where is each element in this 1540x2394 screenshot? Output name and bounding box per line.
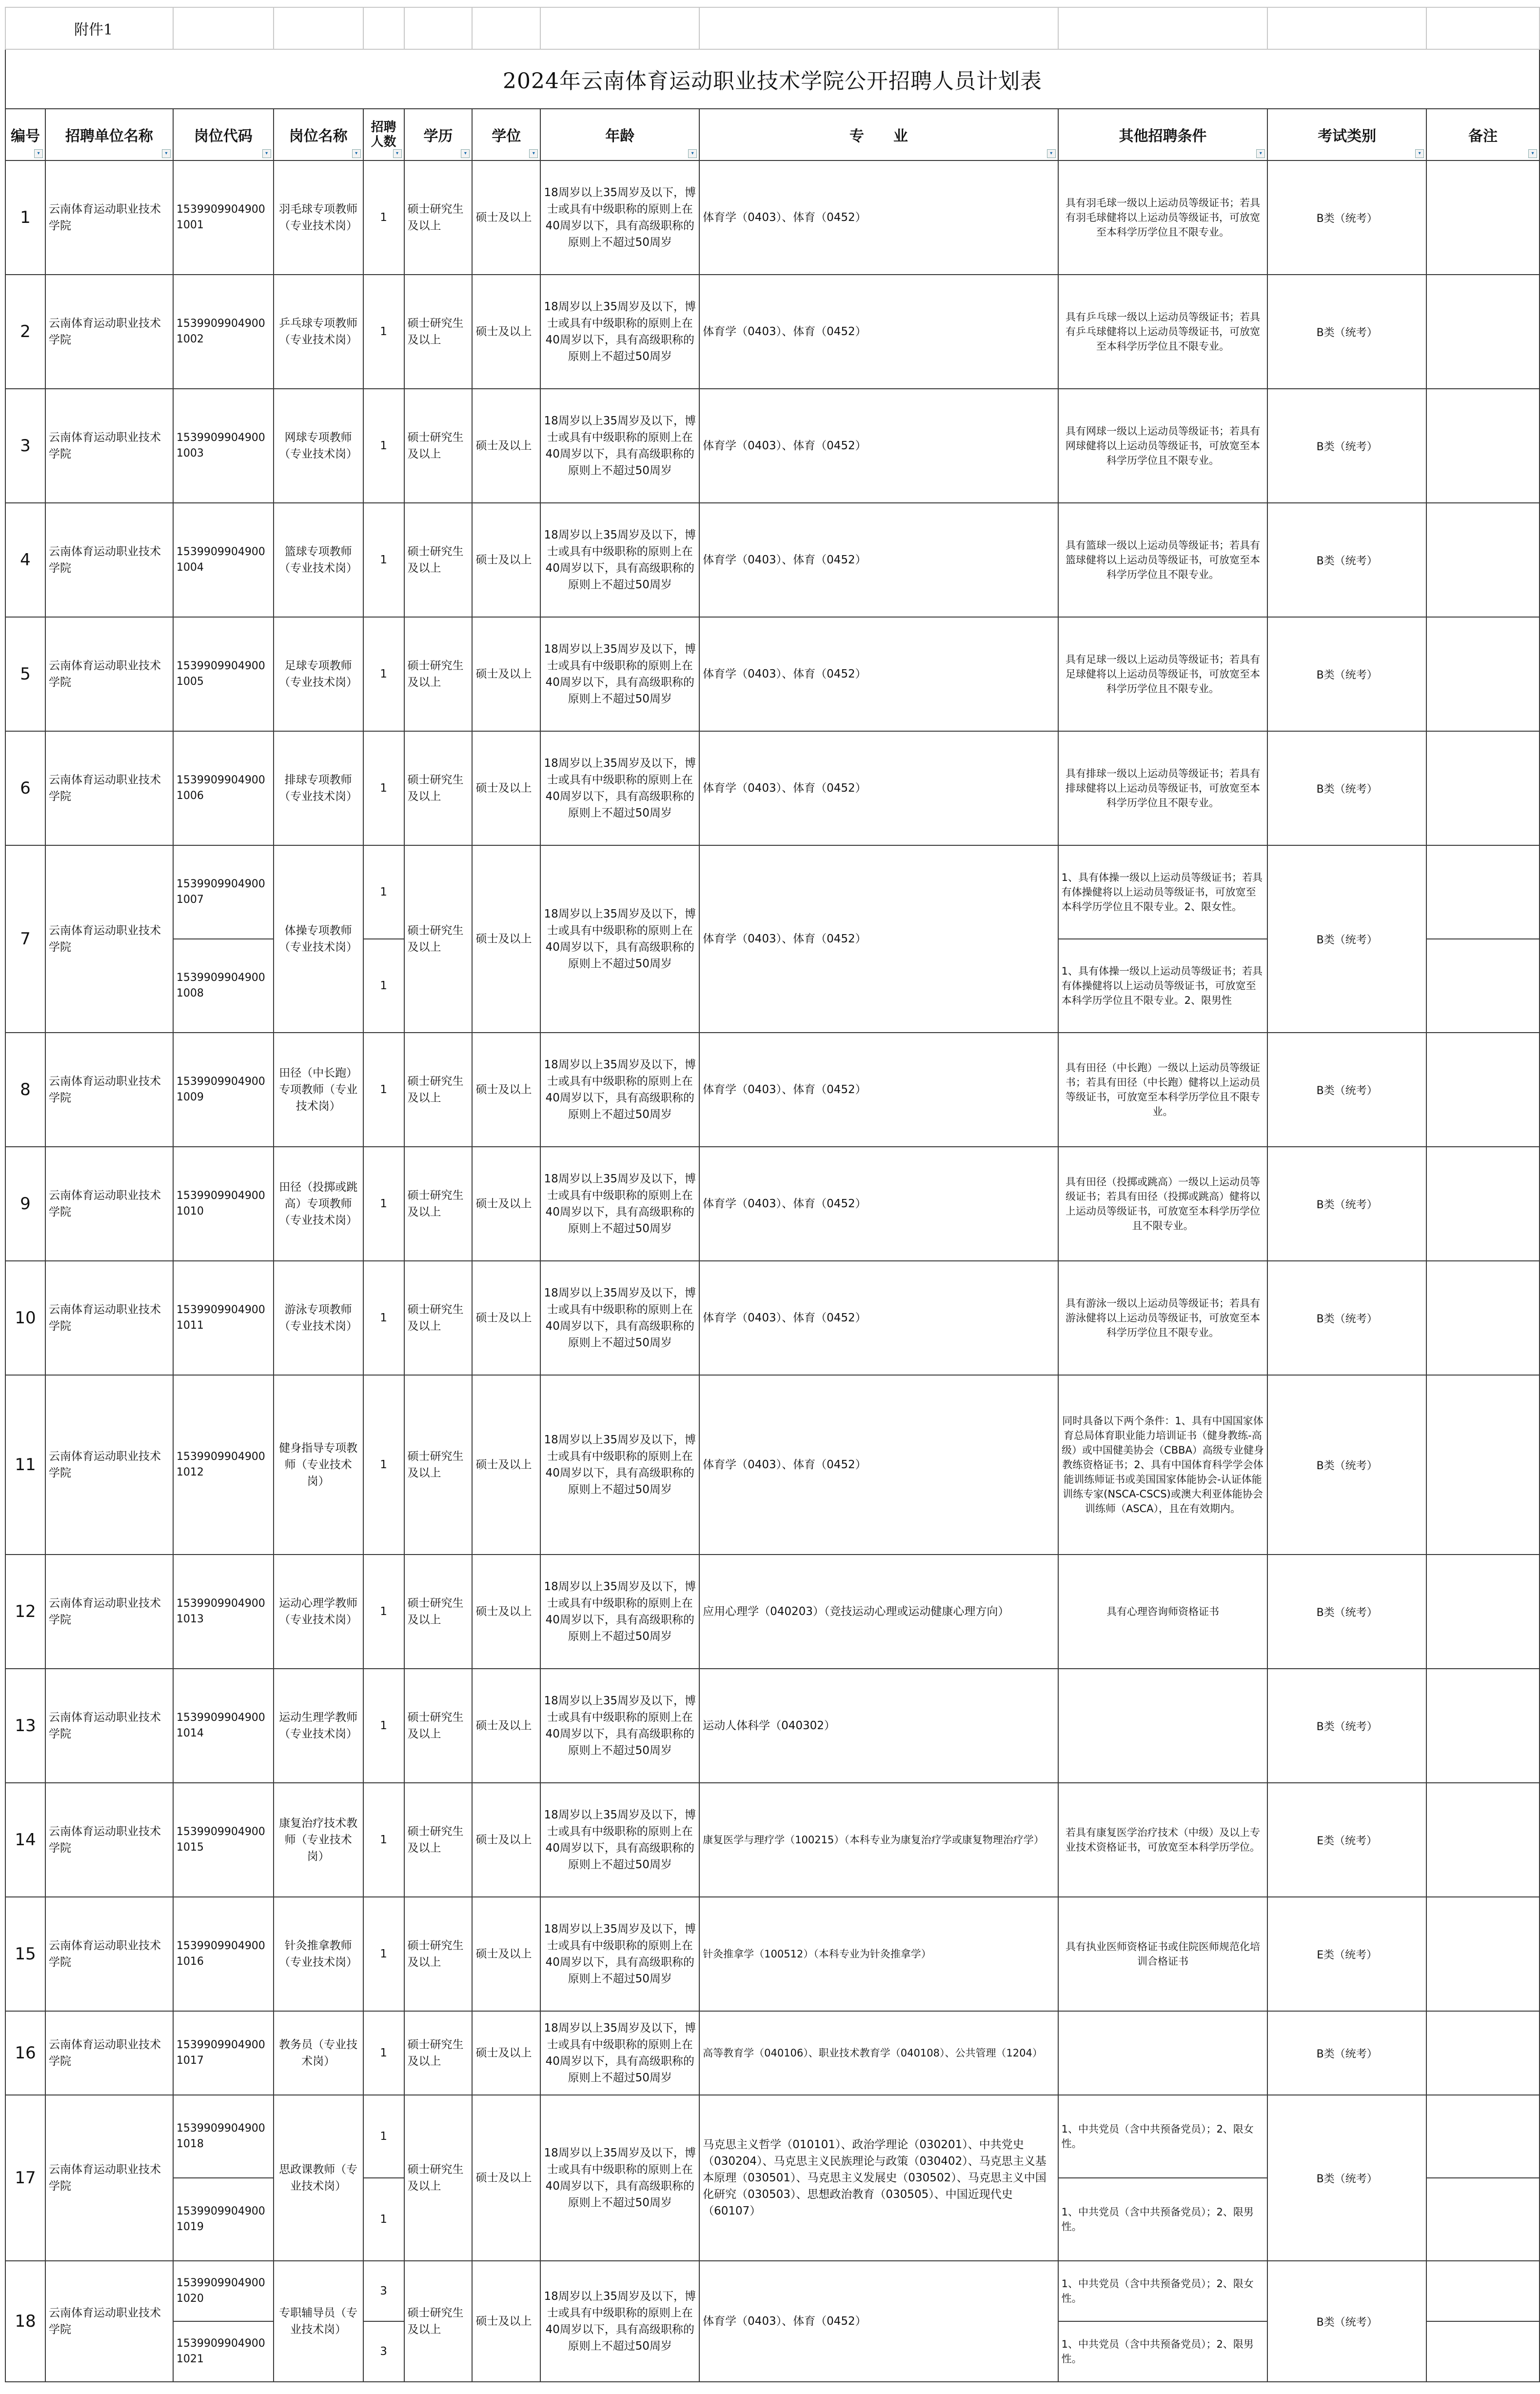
row-age: 18周岁以上35周岁及以下，博士或具有中级职称的原则上在40周岁以下，具有高级职称的原则上不超过50周岁	[540, 617, 699, 731]
row-count: 3	[363, 2321, 404, 2382]
row-count: 1	[363, 275, 404, 389]
row-code: 15399099049001008	[173, 939, 274, 1033]
row-degree: 硕士及以上	[472, 2095, 540, 2261]
row-exam-type: B类（统考）	[1267, 845, 1426, 1033]
row-degree: 硕士及以上	[472, 1897, 540, 2011]
row-major: 体育学（0403）、体育（0452）	[699, 275, 1058, 389]
row-age: 18周岁以上35周岁及以下，博士或具有中级职称的原则上在40周岁以下，具有高级职称的原则上不超过50周岁	[540, 2011, 699, 2095]
row-unit: 云南体育运动职业技术学院	[45, 1147, 173, 1261]
row-no: 16	[5, 2011, 45, 2095]
table-row	[5, 2261, 1540, 2321]
row-remark	[1426, 2011, 1540, 2095]
row-count: 1	[363, 1669, 404, 1783]
row-no: 12	[5, 1555, 45, 1669]
row-major: 应用心理学（040203）（竞技运动心理或运动健康心理方向）	[699, 1555, 1058, 1669]
row-count: 1	[363, 1375, 404, 1555]
header-code[interactable]: 岗位代码 ▾	[173, 109, 274, 160]
table-row	[5, 2095, 1540, 2178]
row-post: 健身指导专项教师（专业技术岗）	[274, 1375, 363, 1555]
row-other-conditions: 1、中共党员（含中共预备党员）；2、限女性。	[1058, 2261, 1268, 2321]
row-other-conditions: 具有乒乓球一级以上运动员等级证书；若具有乒乓球健将以上运动员等级证书，可放宽至本科学历学位且不限专业。	[1058, 275, 1268, 389]
row-code: 15399099049001006	[173, 731, 274, 845]
row-code: 15399099049001002	[173, 275, 274, 389]
row-code: 15399099049001012	[173, 1375, 274, 1555]
header-edu[interactable]: 学历 ▾	[404, 109, 473, 160]
row-count: 1	[363, 1555, 404, 1669]
row-code: 15399099049001018	[173, 2095, 274, 2178]
row-age: 18周岁以上35周岁及以下，博士或具有中级职称的原则上在40周岁以下，具有高级职称的原则上不超过50周岁	[540, 2095, 699, 2261]
header-row	[5, 109, 1540, 160]
header-remark[interactable]: 备注 ▾	[1426, 109, 1540, 160]
row-remark	[1426, 939, 1540, 1033]
table-row	[5, 1375, 1540, 1555]
row-exam-type: B类（统考）	[1267, 2261, 1426, 2382]
row-unit: 云南体育运动职业技术学院	[45, 845, 173, 1033]
row-count: 1	[363, 1261, 404, 1375]
row-no: 18	[5, 2261, 45, 2382]
row-age: 18周岁以上35周岁及以下，博士或具有中级职称的原则上在40周岁以下，具有高级职称的原则上不超过50周岁	[540, 1555, 699, 1669]
filter-dropdown-icon[interactable]: ▾	[1415, 149, 1424, 158]
row-other-conditions	[1058, 1669, 1268, 1783]
row-edu: 硕士研究生及以上	[404, 160, 473, 275]
row-major: 体育学（0403）、体育（0452）	[699, 1375, 1058, 1555]
table-row	[5, 1783, 1540, 1897]
filter-dropdown-icon[interactable]: ▾	[1256, 149, 1265, 158]
row-post: 田径（投掷或跳高）专项教师（专业技术岗）	[274, 1147, 363, 1261]
row-exam-type: E类（统考）	[1267, 1783, 1426, 1897]
row-other-conditions: 具有田径（投掷或跳高）一级以上运动员等级证书；若具有田径（投掷或跳高）健将以上运动员等级证书，可放宽至本科学历学位且不限专业。	[1058, 1147, 1268, 1261]
row-major: 体育学（0403）、体育（0452）	[699, 617, 1058, 731]
row-other-conditions: 具有羽毛球一级以上运动员等级证书；若具有羽毛球健将以上运动员等级证书，可放宽至本科学历学位且不限专业。	[1058, 160, 1268, 275]
row-remark	[1426, 1555, 1540, 1669]
row-exam-type: B类（统考）	[1267, 503, 1426, 617]
row-remark	[1426, 1261, 1540, 1375]
row-code: 15399099049001020	[173, 2261, 274, 2321]
row-unit: 云南体育运动职业技术学院	[45, 1375, 173, 1555]
row-age: 18周岁以上35周岁及以下，博士或具有中级职称的原则上在40周岁以下，具有高级职称的原则上不超过50周岁	[540, 2261, 699, 2382]
row-degree: 硕士及以上	[472, 1147, 540, 1261]
row-remark	[1426, 617, 1540, 731]
row-unit: 云南体育运动职业技术学院	[45, 1669, 173, 1783]
row-code: 15399099049001015	[173, 1783, 274, 1897]
row-count: 1	[363, 2011, 404, 2095]
row-post: 思政课教师（专业技术岗）	[274, 2095, 363, 2261]
row-no: 1	[5, 160, 45, 275]
row-post: 足球专项教师（专业技术岗）	[274, 617, 363, 731]
row-degree: 硕士及以上	[472, 1555, 540, 1669]
row-no: 15	[5, 1897, 45, 2011]
row-post: 针灸推拿教师（专业技术岗）	[274, 1897, 363, 2011]
row-count: 1	[363, 1147, 404, 1261]
row-code: 15399099049001010	[173, 1147, 274, 1261]
row-post: 教务员（专业技术岗）	[274, 2011, 363, 2095]
row-count: 1	[363, 1033, 404, 1147]
row-other-conditions: 具有网球一级以上运动员等级证书；若具有网球健将以上运动员等级证书，可放宽至本科学历学位且不限专业。	[1058, 389, 1268, 503]
row-major: 体育学（0403）、体育（0452）	[699, 1147, 1058, 1261]
row-degree: 硕士及以上	[472, 617, 540, 731]
row-other-conditions: 具有田径（中长跑）一级以上运动员等级证书；若具有田径（中长跑）健将以上运动员等级证书，可放宽至本科学历学位且不限专业。	[1058, 1033, 1268, 1147]
row-major: 康复医学与理疗学（100215）（本科专业为康复治疗学或康复物理治疗学）	[699, 1783, 1058, 1897]
table-row	[5, 1555, 1540, 1669]
row-age: 18周岁以上35周岁及以下，博士或具有中级职称的原则上在40周岁以下，具有高级职称的原则上不超过50周岁	[540, 731, 699, 845]
row-exam-type: B类（统考）	[1267, 1147, 1426, 1261]
row-degree: 硕士及以上	[472, 1669, 540, 1783]
filter-dropdown-icon[interactable]: ▾	[352, 149, 361, 158]
row-exam-type: B类（统考）	[1267, 389, 1426, 503]
row-exam-type: E类（统考）	[1267, 1897, 1426, 2011]
header-count[interactable]: 招聘人数 ▾	[363, 109, 404, 160]
row-remark	[1426, 1669, 1540, 1783]
row-edu: 硕士研究生及以上	[404, 731, 473, 845]
row-code: 15399099049001021	[173, 2321, 274, 2382]
filter-dropdown-icon[interactable]: ▾	[461, 149, 470, 158]
row-count: 1	[363, 2095, 404, 2178]
row-degree: 硕士及以上	[472, 275, 540, 389]
row-degree: 硕士及以上	[472, 1033, 540, 1147]
row-code: 15399099049001017	[173, 2011, 274, 2095]
row-edu: 硕士研究生及以上	[404, 2261, 473, 2382]
row-edu: 硕士研究生及以上	[404, 1033, 473, 1147]
header-post[interactable]: 岗位名称 ▾	[274, 109, 363, 160]
row-major: 体育学（0403）、体育（0452）	[699, 845, 1058, 1033]
row-edu: 硕士研究生及以上	[404, 1897, 473, 2011]
row-count: 1	[363, 845, 404, 939]
filter-dropdown-icon[interactable]: ▾	[688, 149, 697, 158]
row-major: 针灸推拿学（100512）（本科专业为针灸推拿学）	[699, 1897, 1058, 2011]
row-other-conditions: 具有执业医师资格证书或住院医师规范化培训合格证书	[1058, 1897, 1268, 2011]
row-code: 15399099049001011	[173, 1261, 274, 1375]
row-count: 3	[363, 2261, 404, 2321]
row-code: 15399099049001016	[173, 1897, 274, 2011]
row-post: 羽毛球专项教师（专业技术岗）	[274, 160, 363, 275]
table-row	[5, 160, 1540, 275]
row-no: 8	[5, 1033, 45, 1147]
header-exam[interactable]: 考试类别 ▾	[1267, 109, 1426, 160]
row-remark	[1426, 2261, 1540, 2321]
header-other[interactable]: 其他招聘条件 ▾	[1058, 109, 1268, 160]
row-exam-type: B类（统考）	[1267, 275, 1426, 389]
table-row	[5, 617, 1540, 731]
row-post: 康复治疗技术教师（专业技术岗）	[274, 1783, 363, 1897]
row-edu: 硕士研究生及以上	[404, 845, 473, 1033]
row-post: 乒乓球专项教师（专业技术岗）	[274, 275, 363, 389]
row-code: 15399099049001005	[173, 617, 274, 731]
row-edu: 硕士研究生及以上	[404, 1375, 473, 1555]
row-exam-type: B类（统考）	[1267, 1555, 1426, 1669]
row-unit: 云南体育运动职业技术学院	[45, 1261, 173, 1375]
row-unit: 云南体育运动职业技术学院	[45, 2011, 173, 2095]
row-count: 1	[363, 160, 404, 275]
row-other-conditions: 具有足球一级以上运动员等级证书；若具有足球健将以上运动员等级证书，可放宽至本科学历学位且不限专业。	[1058, 617, 1268, 731]
row-code: 15399099049001001	[173, 160, 274, 275]
row-no: 9	[5, 1147, 45, 1261]
row-major: 体育学（0403）、体育（0452）	[699, 1033, 1058, 1147]
row-post: 运动心理学教师（专业技术岗）	[274, 1555, 363, 1669]
row-post: 体操专项教师（专业技术岗）	[274, 845, 363, 1033]
row-count: 1	[363, 617, 404, 731]
row-count: 1	[363, 1783, 404, 1897]
row-post: 排球专项教师（专业技术岗）	[274, 731, 363, 845]
table-row	[5, 1261, 1540, 1375]
row-edu: 硕士研究生及以上	[404, 1783, 473, 1897]
row-edu: 硕士研究生及以上	[404, 389, 473, 503]
row-edu: 硕士研究生及以上	[404, 503, 473, 617]
row-exam-type: B类（统考）	[1267, 1033, 1426, 1147]
row-unit: 云南体育运动职业技术学院	[45, 389, 173, 503]
header-unit[interactable]: 招聘单位名称 ▾	[45, 109, 173, 160]
row-unit: 云南体育运动职业技术学院	[45, 1783, 173, 1897]
row-code: 15399099049001003	[173, 389, 274, 503]
row-remark	[1426, 1897, 1540, 2011]
attachment-row	[5, 7, 1540, 49]
plan-table-sheet	[5, 7, 1540, 2382]
row-unit: 云南体育运动职业技术学院	[45, 1897, 173, 2011]
row-other-conditions: 1、中共党员（含中共预备党员）；2、限女性。	[1058, 2095, 1268, 2178]
row-other-conditions: 具有心理咨询师资格证书	[1058, 1555, 1268, 1669]
row-code: 15399099049001009	[173, 1033, 274, 1147]
row-other-conditions: 同时具备以下两个条件：1、具有中国国家体育总局体育职业能力培训证书（健身教练-高级）或中国健美协会（CBBA）高级专业健身教练资格证书；2、具有中国体育科学学会体能训练师证书或美国国家体能协会-认证体能训练专家(NSCA-CSCS)或澳大利亚体能协会训练师（ASCA），且在有效期内。	[1058, 1375, 1268, 1555]
row-major: 体育学（0403）、体育（0452）	[699, 503, 1058, 617]
row-no: 6	[5, 731, 45, 845]
row-no: 2	[5, 275, 45, 389]
filter-dropdown-icon[interactable]: ▾	[262, 149, 271, 158]
row-code: 15399099049001013	[173, 1555, 274, 1669]
row-edu: 硕士研究生及以上	[404, 1555, 473, 1669]
row-no: 14	[5, 1783, 45, 1897]
filter-dropdown-icon[interactable]: ▾	[1528, 149, 1537, 158]
row-post: 专职辅导员（专业技术岗）	[274, 2261, 363, 2382]
row-exam-type: B类（统考）	[1267, 1669, 1426, 1783]
row-unit: 云南体育运动职业技术学院	[45, 275, 173, 389]
row-edu: 硕士研究生及以上	[404, 2095, 473, 2261]
table-row	[5, 2011, 1540, 2095]
row-major: 高等教育学（040106）、职业技术教育学（040108）、公共管理（1204）	[699, 2011, 1058, 2095]
row-remark	[1426, 1783, 1540, 1897]
row-remark	[1426, 503, 1540, 617]
row-count: 1	[363, 731, 404, 845]
row-degree: 硕士及以上	[472, 2011, 540, 2095]
title-row	[5, 49, 1540, 109]
row-other-conditions: 具有游泳一级以上运动员等级证书；若具有游泳健将以上运动员等级证书，可放宽至本科学历学位且不限专业。	[1058, 1261, 1268, 1375]
table-row	[5, 1033, 1540, 1147]
row-remark	[1426, 2178, 1540, 2261]
row-other-conditions: 1、中共党员（含中共预备党员）；2、限男性。	[1058, 2321, 1268, 2382]
row-age: 18周岁以上35周岁及以下，博士或具有中级职称的原则上在40周岁以下，具有高级职称的原则上不超过50周岁	[540, 1261, 699, 1375]
filter-dropdown-icon[interactable]: ▾	[34, 149, 43, 158]
row-code: 15399099049001019	[173, 2178, 274, 2261]
recruitment-plan-table	[5, 7, 1540, 2382]
row-remark	[1426, 2095, 1540, 2178]
row-age: 18周岁以上35周岁及以下，博士或具有中级职称的原则上在40周岁以下，具有高级职称的原则上不超过50周岁	[540, 1033, 699, 1147]
table-row	[5, 1147, 1540, 1261]
row-exam-type: B类（统考）	[1267, 1261, 1426, 1375]
table-row	[5, 389, 1540, 503]
row-degree: 硕士及以上	[472, 1783, 540, 1897]
row-degree: 硕士及以上	[472, 389, 540, 503]
row-other-conditions: 1、具有体操一级以上运动员等级证书；若具有体操健将以上运动员等级证书，可放宽至本科学历学位且不限专业。2、限女性。	[1058, 845, 1268, 939]
row-exam-type: B类（统考）	[1267, 731, 1426, 845]
row-exam-type: B类（统考）	[1267, 2011, 1426, 2095]
row-edu: 硕士研究生及以上	[404, 1669, 473, 1783]
row-count: 1	[363, 2178, 404, 2261]
row-major: 马克思主义哲学（010101）、政治学理论（030201）、中共党史（030204）、马克思主义民族理论与政策（030402）、马克思主义基本原理（030501）、马克思主义发展史（030502）、马克思主义中国化研究（030503）、思想政治教育（030505）、中国近现代史（60107）	[699, 2095, 1058, 2261]
row-major: 体育学（0403）、体育（0452）	[699, 731, 1058, 845]
row-post: 网球专项教师（专业技术岗）	[274, 389, 363, 503]
row-degree: 硕士及以上	[472, 160, 540, 275]
table-row	[5, 1669, 1540, 1783]
row-unit: 云南体育运动职业技术学院	[45, 1033, 173, 1147]
filter-dropdown-icon[interactable]: ▾	[1047, 149, 1056, 158]
row-exam-type: B类（统考）	[1267, 2095, 1426, 2261]
row-unit: 云南体育运动职业技术学院	[45, 617, 173, 731]
row-age: 18周岁以上35周岁及以下，博士或具有中级职称的原则上在40周岁以下，具有高级职称的原则上不超过50周岁	[540, 503, 699, 617]
table-row	[5, 1897, 1540, 2011]
row-unit: 云南体育运动职业技术学院	[45, 160, 173, 275]
row-age: 18周岁以上35周岁及以下，博士或具有中级职称的原则上在40周岁以下，具有高级职称的原则上不超过50周岁	[540, 1669, 699, 1783]
row-other-conditions: 具有排球一级以上运动员等级证书；若具有排球健将以上运动员等级证书，可放宽至本科学历学位且不限专业。	[1058, 731, 1268, 845]
row-remark	[1426, 275, 1540, 389]
row-post: 篮球专项教师（专业技术岗）	[274, 503, 363, 617]
row-remark	[1426, 160, 1540, 275]
table-row	[5, 503, 1540, 617]
row-exam-type: B类（统考）	[1267, 617, 1426, 731]
row-code: 15399099049001004	[173, 503, 274, 617]
row-exam-type: B类（统考）	[1267, 160, 1426, 275]
row-degree: 硕士及以上	[472, 731, 540, 845]
row-degree: 硕士及以上	[472, 1375, 540, 1555]
row-post: 运动生理学教师（专业技术岗）	[274, 1669, 363, 1783]
row-no: 13	[5, 1669, 45, 1783]
row-age: 18周岁以上35周岁及以下，博士或具有中级职称的原则上在40周岁以下，具有高级职称的原则上不超过50周岁	[540, 275, 699, 389]
row-other-conditions	[1058, 2011, 1268, 2095]
row-no: 11	[5, 1375, 45, 1555]
row-age: 18周岁以上35周岁及以下，博士或具有中级职称的原则上在40周岁以下，具有高级职称的原则上不超过50周岁	[540, 1783, 699, 1897]
row-edu: 硕士研究生及以上	[404, 1261, 473, 1375]
row-age: 18周岁以上35周岁及以下，博士或具有中级职称的原则上在40周岁以下，具有高级职称的原则上不超过50周岁	[540, 1147, 699, 1261]
row-no: 3	[5, 389, 45, 503]
row-no: 7	[5, 845, 45, 1033]
row-unit: 云南体育运动职业技术学院	[45, 503, 173, 617]
row-age: 18周岁以上35周岁及以下，博士或具有中级职称的原则上在40周岁以下，具有高级职称的原则上不超过50周岁	[540, 1375, 699, 1555]
row-degree: 硕士及以上	[472, 2261, 540, 2382]
row-unit: 云南体育运动职业技术学院	[45, 2261, 173, 2382]
row-edu: 硕士研究生及以上	[404, 275, 473, 389]
row-edu: 硕士研究生及以上	[404, 2011, 473, 2095]
filter-dropdown-icon[interactable]: ▾	[529, 149, 538, 158]
row-remark	[1426, 1147, 1540, 1261]
row-age: 18周岁以上35周岁及以下，博士或具有中级职称的原则上在40周岁以下，具有高级职称的原则上不超过50周岁	[540, 389, 699, 503]
row-code: 15399099049001014	[173, 1669, 274, 1783]
row-post: 游泳专项教师（专业技术岗）	[274, 1261, 363, 1375]
row-post: 田径（中长跑）专项教师（专业技术岗）	[274, 1033, 363, 1147]
row-count: 1	[363, 1897, 404, 2011]
filter-dropdown-icon[interactable]: ▾	[162, 149, 171, 158]
header-age[interactable]: 年龄 ▾	[540, 109, 699, 160]
row-major: 运动人体科学（040302）	[699, 1669, 1058, 1783]
row-count: 1	[363, 939, 404, 1033]
row-remark	[1426, 845, 1540, 939]
row-remark	[1426, 1033, 1540, 1147]
attachment-label: 附件1	[5, 7, 173, 49]
row-other-conditions: 具有篮球一级以上运动员等级证书；若具有篮球健将以上运动员等级证书，可放宽至本科学历学位且不限专业。	[1058, 503, 1268, 617]
row-edu: 硕士研究生及以上	[404, 1147, 473, 1261]
row-count: 1	[363, 503, 404, 617]
table-row	[5, 731, 1540, 845]
row-remark	[1426, 1375, 1540, 1555]
row-remark	[1426, 2321, 1540, 2382]
row-unit: 云南体育运动职业技术学院	[45, 731, 173, 845]
row-exam-type: B类（统考）	[1267, 1375, 1426, 1555]
page-title: 2024年云南体育运动职业技术学院公开招聘人员计划表	[5, 49, 1540, 109]
header-no[interactable]: 编号 ▾	[5, 109, 45, 160]
header-major[interactable]: 专 业 ▾	[699, 109, 1058, 160]
row-other-conditions: 若具有康复医学治疗技术（中级）及以上专业技术资格证书，可放宽至本科学历学位。	[1058, 1783, 1268, 1897]
row-other-conditions: 1、中共党员（含中共预备党员）；2、限男性。	[1058, 2178, 1268, 2261]
row-age: 18周岁以上35周岁及以下，博士或具有中级职称的原则上在40周岁以下，具有高级职称的原则上不超过50周岁	[540, 1897, 699, 2011]
row-unit: 云南体育运动职业技术学院	[45, 1555, 173, 1669]
table-row	[5, 845, 1540, 939]
row-age: 18周岁以上35周岁及以下，博士或具有中级职称的原则上在40周岁以下，具有高级职称的原则上不超过50周岁	[540, 160, 699, 275]
row-remark	[1426, 389, 1540, 503]
filter-dropdown-icon[interactable]: ▾	[393, 149, 402, 158]
row-unit: 云南体育运动职业技术学院	[45, 2095, 173, 2261]
row-no: 17	[5, 2095, 45, 2261]
row-degree: 硕士及以上	[472, 845, 540, 1033]
row-major: 体育学（0403）、体育（0452）	[699, 1261, 1058, 1375]
header-degree[interactable]: 学位 ▾	[472, 109, 540, 160]
row-major: 体育学（0403）、体育（0452）	[699, 160, 1058, 275]
row-degree: 硕士及以上	[472, 503, 540, 617]
row-no: 10	[5, 1261, 45, 1375]
row-other-conditions: 1、具有体操一级以上运动员等级证书；若具有体操健将以上运动员等级证书，可放宽至本科学历学位且不限专业。2、限男性	[1058, 939, 1268, 1033]
row-no: 5	[5, 617, 45, 731]
row-major: 体育学（0403）、体育（0452）	[699, 2261, 1058, 2382]
row-remark	[1426, 731, 1540, 845]
row-degree: 硕士及以上	[472, 1261, 540, 1375]
row-no: 4	[5, 503, 45, 617]
table-row	[5, 275, 1540, 389]
row-count: 1	[363, 389, 404, 503]
row-edu: 硕士研究生及以上	[404, 617, 473, 731]
row-age: 18周岁以上35周岁及以下，博士或具有中级职称的原则上在40周岁以下，具有高级职称的原则上不超过50周岁	[540, 845, 699, 1033]
row-code: 15399099049001007	[173, 845, 274, 939]
row-major: 体育学（0403）、体育（0452）	[699, 389, 1058, 503]
